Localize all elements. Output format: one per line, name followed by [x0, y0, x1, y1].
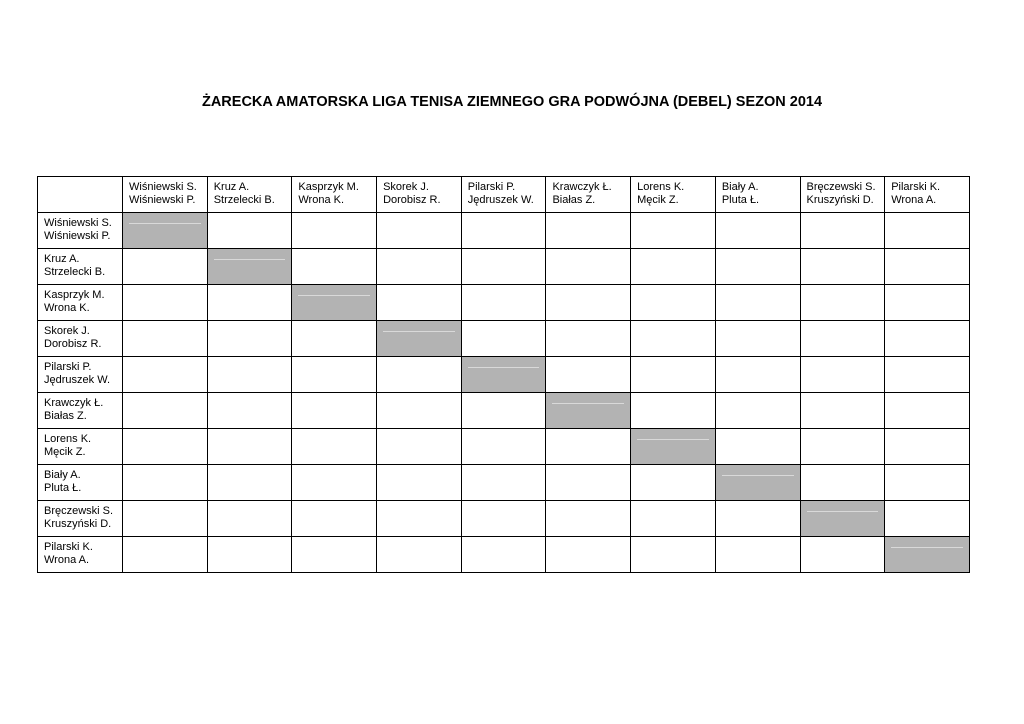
column-header-team: [207, 177, 292, 213]
table-row: [38, 537, 970, 573]
team-player-1: Skorek J.: [44, 325, 90, 337]
table-row: [38, 393, 970, 429]
result-cell: [631, 249, 716, 285]
result-cell: [800, 537, 885, 573]
team-player-2: Wiśniewski P.: [129, 194, 196, 206]
result-cell: [377, 501, 462, 537]
result-cell: [715, 285, 800, 321]
result-cell: [800, 321, 885, 357]
diagonal-inner-line: [383, 331, 455, 332]
diagonal-inner-line: [807, 511, 879, 512]
result-cell: [461, 249, 546, 285]
column-header-team: [377, 177, 462, 213]
result-cell: [631, 357, 716, 393]
team-player-2: Kruszyński D.: [806, 194, 874, 206]
result-cell: [207, 357, 292, 393]
result-cell: [715, 537, 800, 573]
row-header-team: [38, 249, 123, 285]
result-cell: [377, 537, 462, 573]
result-cell: [292, 321, 377, 357]
team-player-1: Kasprzyk M.: [298, 181, 359, 193]
result-cell: [461, 429, 546, 465]
result-cell: [207, 501, 292, 537]
team-player-2: Wrona K.: [298, 194, 345, 206]
table-row: [38, 357, 970, 393]
result-cell: [123, 537, 208, 573]
result-cell: [207, 465, 292, 501]
result-cell: [631, 537, 716, 573]
result-cell: [123, 465, 208, 501]
diagonal-cell: [377, 321, 462, 357]
result-cell: [715, 321, 800, 357]
result-cell: [631, 285, 716, 321]
result-cell: [461, 393, 546, 429]
column-header-team: [546, 177, 631, 213]
column-header-team: [631, 177, 716, 213]
diagonal-inner-line: [637, 439, 709, 440]
result-cell: [885, 213, 970, 249]
result-cell: [292, 537, 377, 573]
result-cell: [123, 249, 208, 285]
header-row: [38, 177, 970, 213]
team-player-1: Krawczyk Ł.: [44, 397, 104, 409]
diagonal-inner-line: [298, 295, 370, 296]
result-cell: [461, 213, 546, 249]
result-cell: [377, 213, 462, 249]
team-player-1: Kruz A.: [213, 181, 250, 193]
diagonal-inner-line: [891, 547, 963, 548]
diagonal-inner-line: [129, 223, 201, 224]
team-player-2: Strzelecki B.: [44, 266, 106, 278]
diagonal-inner-line: [552, 403, 624, 404]
team-player-2: Wrona K.: [44, 302, 90, 314]
result-cell: [123, 429, 208, 465]
result-cell: [207, 393, 292, 429]
table-row: [38, 465, 970, 501]
result-cell: [631, 213, 716, 249]
team-player-1: Wiśniewski S.: [44, 217, 112, 229]
diagonal-cell: [207, 249, 292, 285]
result-cell: [715, 357, 800, 393]
diagonal-cell: [461, 357, 546, 393]
result-cell: [123, 501, 208, 537]
result-cell: [715, 249, 800, 285]
team-player-2: Dorobisz R.: [44, 338, 102, 350]
diagonal-cell: [631, 429, 716, 465]
team-player-2: Wrona A.: [891, 194, 937, 206]
result-cell: [885, 357, 970, 393]
team-player-1: Pilarski P.: [467, 181, 516, 193]
table-row: [38, 213, 970, 249]
row-header-team: [38, 285, 123, 321]
table-row: [38, 501, 970, 537]
team-player-2: Jędruszek W.: [44, 374, 111, 386]
result-cell: [800, 393, 885, 429]
result-cell: [631, 501, 716, 537]
team-player-1: Wiśniewski S.: [129, 181, 197, 193]
page-title: ŻARECKA AMATORSKA LIGA TENISA ZIEMNEGO GRA PODWÓJNA (DEBEL) SEZON 2014: [201, 94, 823, 110]
result-cell: [885, 501, 970, 537]
diagonal-cell: [885, 537, 970, 573]
team-player-1: Krawczyk Ł.: [552, 181, 612, 193]
team-player-1: Pilarski K.: [891, 181, 941, 193]
result-cell: [715, 429, 800, 465]
result-cell: [461, 537, 546, 573]
row-header-team: [38, 429, 123, 465]
result-cell: [800, 465, 885, 501]
result-cell: [800, 429, 885, 465]
diagonal-cell: [800, 501, 885, 537]
result-cell: [546, 465, 631, 501]
diagonal-cell: [546, 393, 631, 429]
row-header-team: [38, 465, 123, 501]
result-cell: [377, 465, 462, 501]
team-player-1: Pilarski P.: [44, 361, 92, 373]
table-row: [38, 321, 970, 357]
diagonal-cell: [123, 213, 208, 249]
result-cell: [207, 213, 292, 249]
result-cell: [885, 465, 970, 501]
result-cell: [292, 249, 377, 285]
result-cell: [631, 465, 716, 501]
row-header-team: [38, 357, 123, 393]
team-player-2: Dorobisz R.: [383, 194, 441, 206]
results-table: [37, 176, 970, 573]
result-cell: [800, 357, 885, 393]
result-cell: [292, 357, 377, 393]
result-cell: [546, 213, 631, 249]
result-cell: [885, 285, 970, 321]
team-player-1: Lorens K.: [44, 433, 92, 445]
result-cell: [715, 501, 800, 537]
diagonal-cell: [715, 465, 800, 501]
column-header-team: [123, 177, 208, 213]
result-cell: [546, 501, 631, 537]
team-player-2: Białas Z.: [44, 410, 87, 422]
result-cell: [885, 249, 970, 285]
result-cell: [461, 501, 546, 537]
result-cell: [377, 285, 462, 321]
team-player-1: Lorens K.: [637, 181, 685, 193]
team-player-1: Kasprzyk M.: [44, 289, 105, 301]
result-cell: [800, 249, 885, 285]
result-cell: [885, 429, 970, 465]
result-cell: [292, 213, 377, 249]
result-cell: [546, 249, 631, 285]
result-cell: [377, 249, 462, 285]
team-player-2: Strzelecki B.: [213, 194, 275, 206]
result-cell: [800, 213, 885, 249]
result-cell: [885, 321, 970, 357]
column-header-team: [800, 177, 885, 213]
team-player-1: Biały A.: [44, 469, 81, 481]
table-row: [38, 285, 970, 321]
corner-cell: [38, 177, 123, 213]
result-cell: [123, 321, 208, 357]
diagonal-inner-line: [214, 259, 286, 260]
diagonal-inner-line: [468, 367, 540, 368]
result-cell: [292, 393, 377, 429]
result-cell: [207, 321, 292, 357]
column-header-team: [461, 177, 546, 213]
result-cell: [631, 321, 716, 357]
team-player-1: Kruz A.: [44, 253, 80, 265]
team-player-2: Jędruszek W.: [467, 194, 534, 206]
team-player-2: Wiśniewski P.: [44, 230, 111, 242]
result-cell: [546, 537, 631, 573]
result-cell: [292, 429, 377, 465]
team-player-2: Kruszyński D.: [44, 518, 112, 530]
row-header-team: [38, 393, 123, 429]
result-cell: [546, 285, 631, 321]
team-player-1: Biały A.: [721, 181, 759, 193]
result-cell: [123, 393, 208, 429]
team-player-1: Skorek J.: [383, 181, 429, 193]
column-header-team: [292, 177, 377, 213]
row-header-team: [38, 537, 123, 573]
result-cell: [715, 213, 800, 249]
result-cell: [631, 393, 716, 429]
result-cell: [377, 357, 462, 393]
team-player-2: Białas Z.: [552, 194, 596, 206]
result-cell: [546, 357, 631, 393]
team-player-1: Pilarski K.: [44, 541, 93, 553]
team-player-2: Pluta Ł.: [721, 194, 760, 206]
team-player-1: Bręczewski S.: [806, 181, 876, 193]
row-header-team: [38, 213, 123, 249]
result-cell: [123, 285, 208, 321]
team-player-2: Pluta Ł.: [44, 482, 82, 494]
row-header-team: [38, 501, 123, 537]
result-cell: [461, 321, 546, 357]
column-header-team: [715, 177, 800, 213]
row-header-team: [38, 321, 123, 357]
result-cell: [885, 393, 970, 429]
result-cell: [546, 429, 631, 465]
result-cell: [207, 429, 292, 465]
team-player-1: Bręczewski S.: [44, 505, 114, 517]
result-cell: [292, 501, 377, 537]
result-cell: [123, 357, 208, 393]
result-cell: [377, 429, 462, 465]
team-player-2: Wrona A.: [44, 554, 90, 566]
team-player-2: Męcik Z.: [44, 446, 86, 458]
table-row: [38, 429, 970, 465]
table-row: [38, 249, 970, 285]
result-cell: [461, 285, 546, 321]
result-cell: [207, 537, 292, 573]
result-cell: [800, 285, 885, 321]
result-cell: [546, 321, 631, 357]
result-cell: [292, 465, 377, 501]
diagonal-inner-line: [722, 475, 794, 476]
result-cell: [207, 285, 292, 321]
column-header-team: [885, 177, 970, 213]
diagonal-cell: [292, 285, 377, 321]
result-cell: [461, 465, 546, 501]
team-player-2: Męcik Z.: [637, 194, 679, 206]
result-cell: [377, 393, 462, 429]
result-cell: [715, 393, 800, 429]
